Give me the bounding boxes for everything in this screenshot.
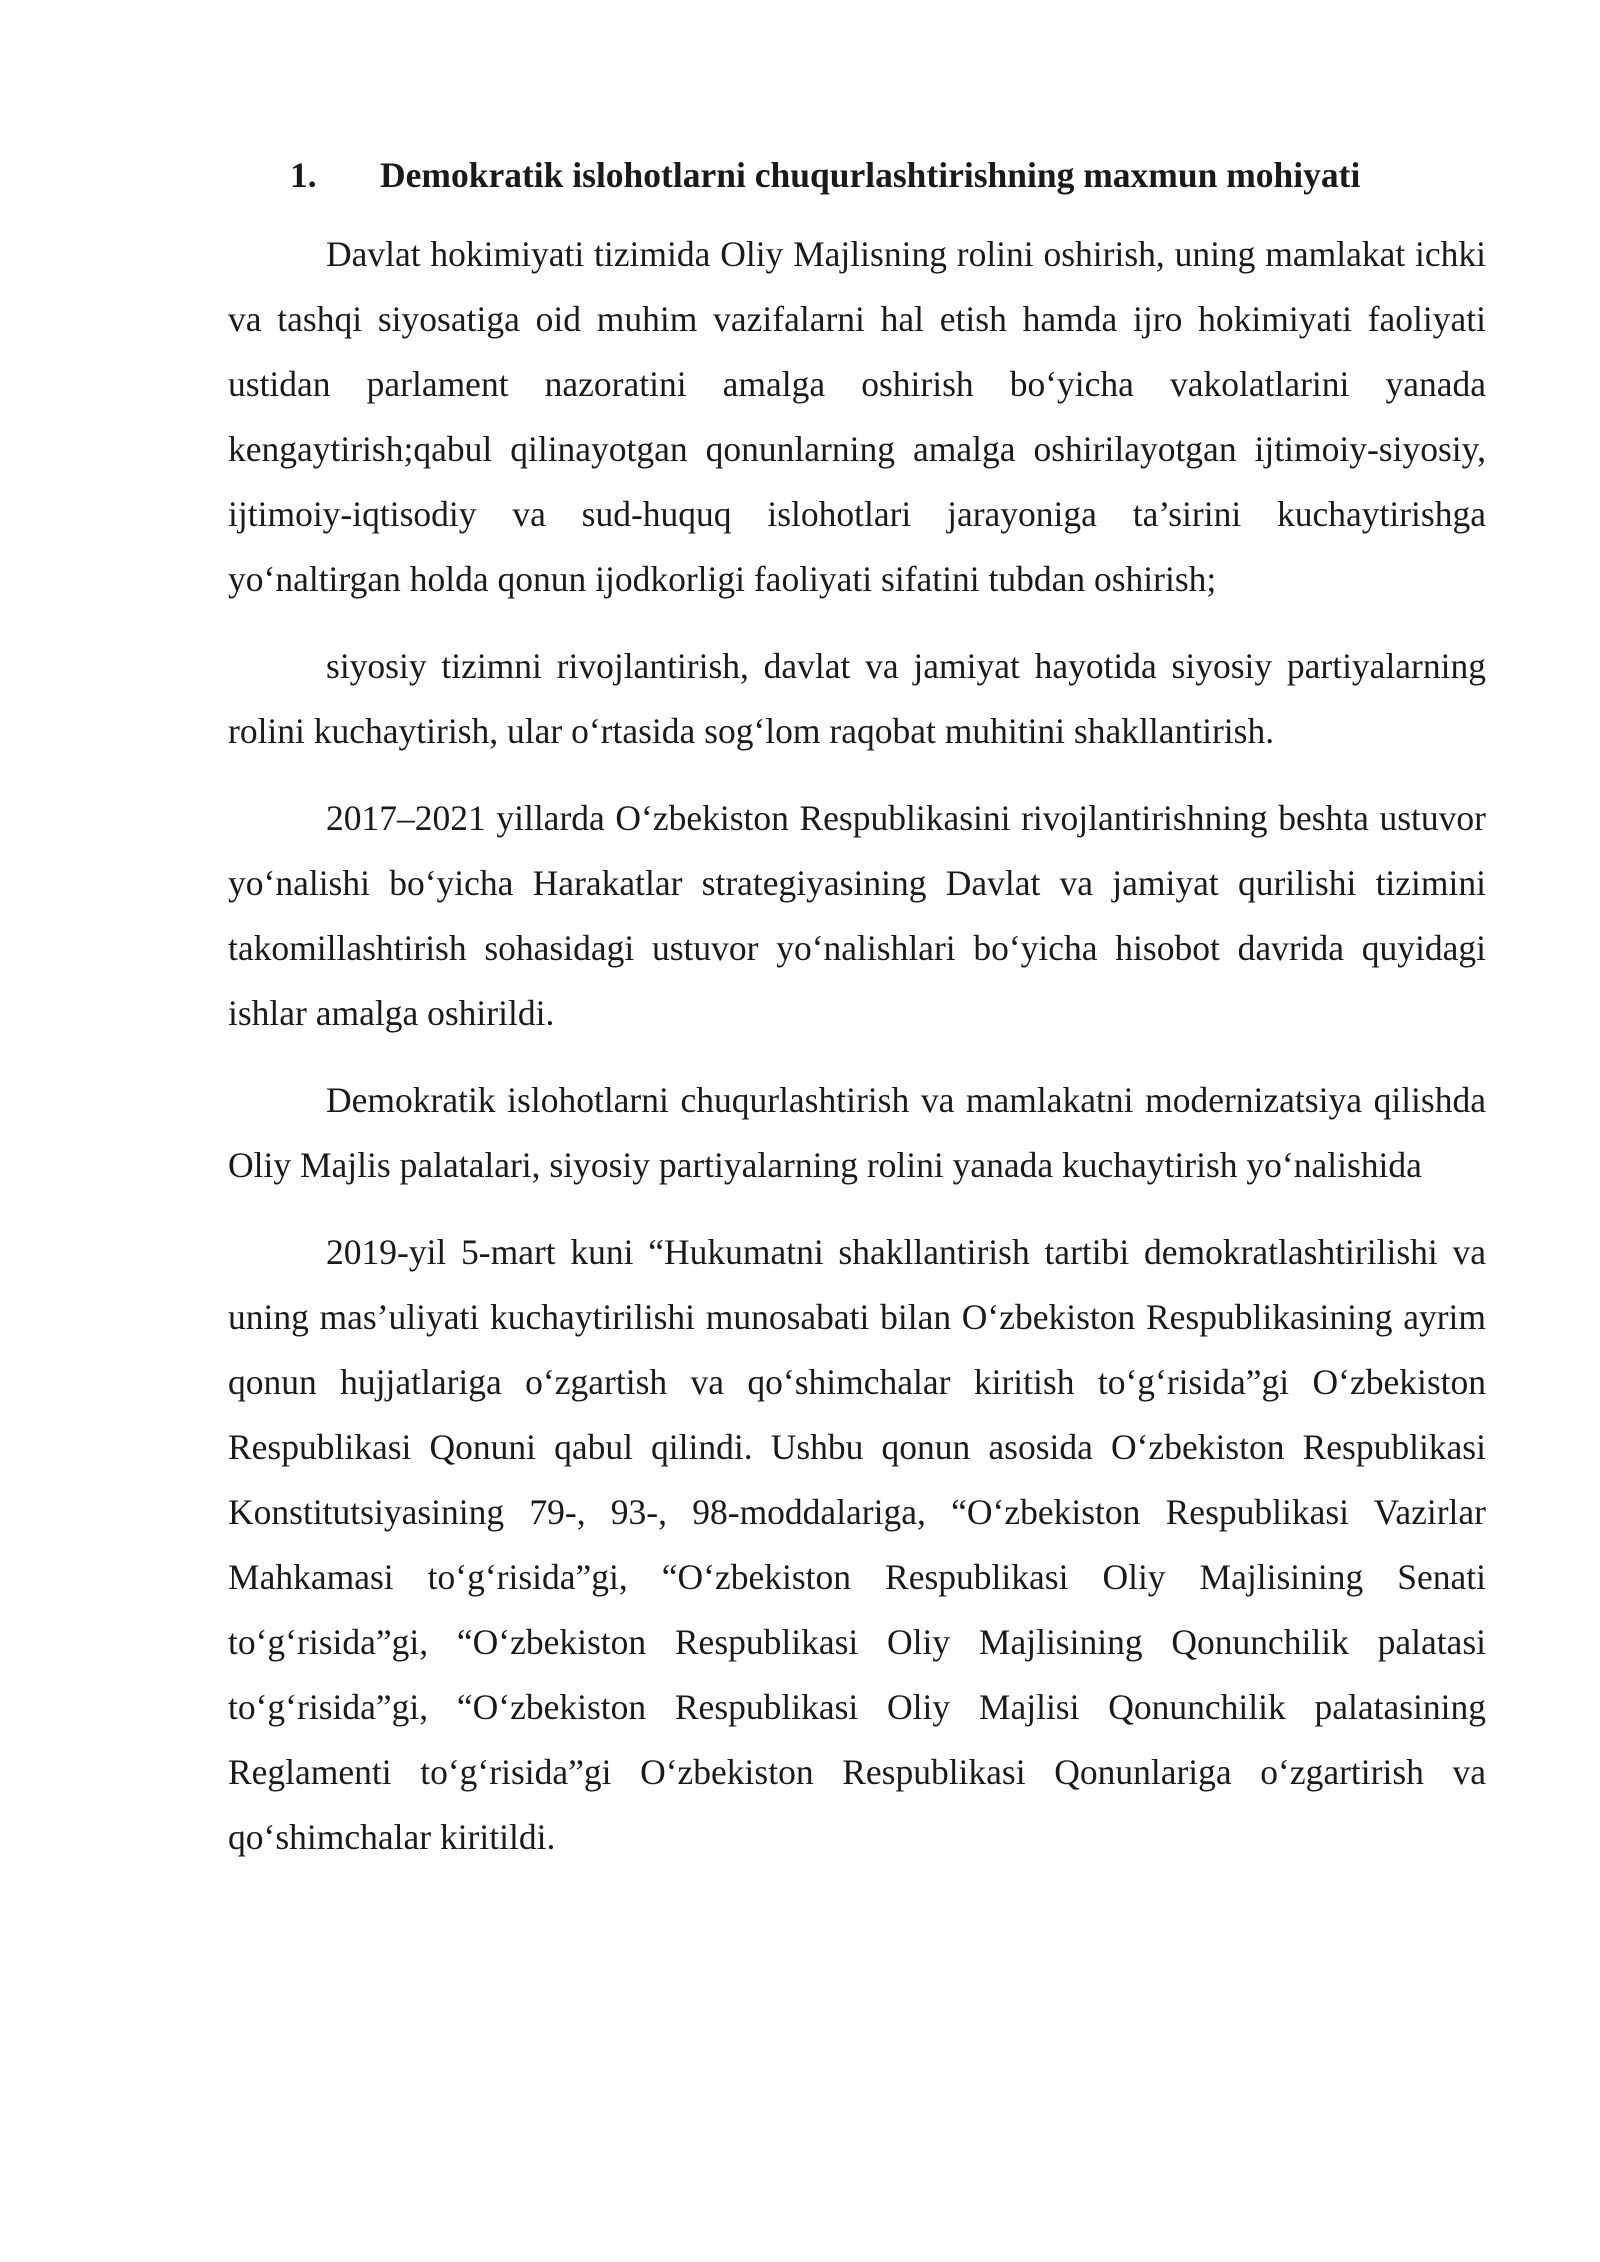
- section-heading: [228, 150, 1486, 200]
- section-number: 1.: [290, 155, 317, 195]
- paragraph: 2019-yil 5-mart kuni “Hukumatni shakllantirish tartibi demokratlashtirilishi va uning mas’uliyati kuchaytirilishi munosabati bilan O‘zbekiston Respublikasining ayrim qonun hujjatlariga o‘zgartish va qo‘shimchalar kiritish to‘g‘risida”gi O‘zbekiston Respublikasi Qonuni qabul qilindi. Ushbu qonun asosida O‘zbekiston Respublikasi Konstitutsiyasining 79-, 93-, 98-moddalariga, “O‘zbekiston Respublikasi Vazirlar Mahkamasi to‘g‘risida”gi, “O‘zbekiston Respublikasi Oliy Majlisining Senati to‘g‘risida”gi, “O‘zbekiston Respublikasi Oliy Majlisining Qonunchilik palatasi to‘g‘risida”gi, “O‘zbekiston Respublikasi Oliy Majlisi Qonunchilik palatasining Reglamenti to‘g‘risida”gi O‘zbekiston Respublikasi Qonunlariga o‘zgartirish va qo‘shimchalar kiritildi.: [228, 1232, 1486, 1857]
- paragraph: Davlat hokimiyati tizimida Oliy Majlisning rolini oshirish, uning mamlakat ichki va tashqi siyosatiga oid muhim vazifalarni hal etish hamda ijro hokimiyati faoliyati ustidan parlament nazoratini amalga oshirish bo‘yicha vakolatlarini yanada kengaytirish;qabul qilinayotgan qonunlarning amalga oshirilayotgan ijtimoiy-siyosiy, ijtimoiy-iqtisodiy va sud-huquq islohotlari jarayoniga ta’sirini kuchaytirishga yo‘naltirgan holda qonun ijodkorligi faoliyati sifatini tubdan oshirish;: [228, 234, 1486, 599]
- document-body: [228, 150, 1486, 1892]
- paragraph: Demokratik islohotlarni chuqurlashtirish va mamlakatni modernizatsiya qilishda Oliy Majlis palatalari, siyosiy partiyalarning rolini yanada kuchaytirish yo‘nalishida: [228, 1080, 1486, 1185]
- paragraph: 2017–2021 yillarda O‘zbekiston Respublikasini rivojlantirishning beshta ustuvor yo‘nalishi bo‘yicha Harakatlar strategiyasining Davlat va jamiyat qurilishi tizimini takomillashtirish sohasidagi ustuvor yo‘nalishlari bo‘yicha hisobot davrida quyidagi ishlar amalga oshirildi.: [228, 798, 1486, 1033]
- section-title: Demokratik islohotlarni chuqurlashtirishning maxmun mohiyati: [380, 155, 1361, 195]
- paragraph: siyosiy tizimni rivojlantirish, davlat va jamiyat hayotida siyosiy partiyalarning rolini kuchaytirish, ular o‘rtasida sog‘lom raqobat muhitini shakllantirish.: [228, 646, 1486, 751]
